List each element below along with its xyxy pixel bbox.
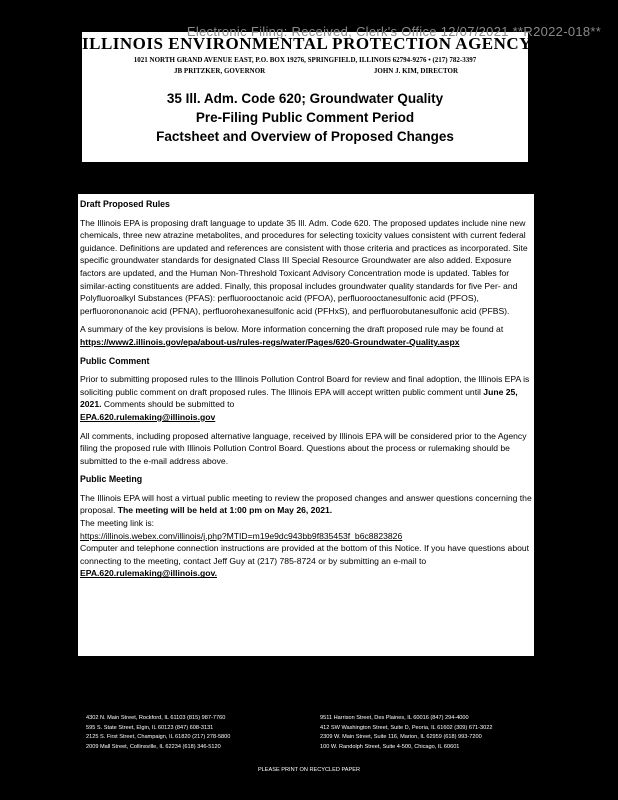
meeting-link[interactable]: https://illinois.webex.com/illinois/j.php?MTID=m19e9dc943bb9f835453f_b6c8823826: [80, 530, 403, 541]
section-heading-public-meeting: Public Meeting: [80, 474, 143, 485]
office-address: 412 SW Washington Street, Suite D, Peoria, IL 61602 (309) 671-3022: [320, 724, 493, 731]
comment-deadline: June 25, 2021.: [80, 386, 518, 410]
recycled-paper-note: PLEASE PRINT ON RECYCLED PAPER: [257, 767, 361, 773]
office-address: 100 W. Randolph Street, Suite 4-500, Chicago, IL 60601: [320, 743, 460, 750]
document-title: [82, 89, 528, 146]
section-heading-draft-rules: Draft Proposed Rules: [80, 199, 170, 209]
title-line-1: 35 Ill. Adm. Code 620; Groundwater Quality: [166, 91, 444, 106]
meeting-time: The meeting will be held at 1:00 pm on May 26, 2021.: [117, 505, 333, 516]
office-address: 4302 N. Main Street, Rockford, IL 61103 (815) 987-7760: [86, 715, 226, 721]
summary-paragraph: A summary of the key provisions is below. More information concerning the draft proposed rule may be found at https://www2.illinois.gov/epa/about-us/rules-regs/water/Pages/620-Groundwater-Quality.aspx: [80, 324, 504, 347]
office-address: 2309 W. Main Street, Suite 116, Marion, IL 62959 (618) 993-7200: [320, 734, 482, 741]
office-address: 595 S. State Street, Elgin, IL 60123 (847) 608-3131: [86, 724, 214, 731]
governor-name: JB PRITZKER, GOVERNOR: [174, 67, 266, 75]
letterhead: [82, 24, 602, 162]
comments-consideration-paragraph: All comments, including proposed alternative language, received by Illinois EPA will be considered prior to the Agency filing the proposed rule with Illinois Pollution Control Board. Questions about the process or rulemaking should be submitted to the e-mail address above.: [80, 430, 527, 466]
officials-row: [82, 64, 528, 75]
office-address: 2009 Mall Street, Collinsville, IL 62234 (618) 346-5120: [86, 743, 221, 750]
agency-address: 1021 NORTH GRAND AVENUE EAST, P.O. BOX 19276, SPRINGFIELD, ILLINOIS 62794-9276 • (217) 782-3397: [133, 56, 477, 64]
footer-left-column: [86, 714, 230, 752]
director-name: JOHN J. KIM, DIRECTOR: [373, 67, 458, 75]
filing-stamp: Electronic Filing: Received, Clerk's Office 12/07/2021 **R2022-018**: [186, 24, 602, 38]
comment-email-link[interactable]: EPA.620.rulemaking@illinois.gov: [80, 411, 216, 422]
public-meeting-paragraph: The Illinois EPA will host a virtual public meeting to review the proposed changes and answer questions concerning the proposal. The meeting will be held at 1:00 pm on May 26, 2021. The meeting link is: https://illinois.webex.com/illinois/j.php?MTID=m19e9dc943bb9f835453f_b6c8823826 Computer and telephone connection instructions are provided at the bottom of this Notice. If you have questions about connecting to the meeting, contact Jeff Guy at (217) 785-8724 or by submitting an e-mail to EPA.620.rulemaking@illinois.gov.: [80, 492, 532, 579]
office-address: 9511 Harrison Street, Des Plaines, IL 60016 (847) 294-4000: [320, 715, 469, 721]
title-line-3: Factsheet and Overview of Proposed Changes: [156, 129, 454, 144]
meeting-email-link[interactable]: EPA.620.rulemaking@illinois.gov.: [80, 568, 218, 579]
agency-name: ILLINOIS ENVIRONMENTAL PROTECTION AGENCY: [82, 34, 532, 53]
footer-right-column: [320, 714, 492, 752]
office-address: 2125 S. First Street, Champaign, IL 61820 (217) 278-5800: [86, 734, 231, 741]
draft-rules-paragraph: The Illinois EPA is proposing draft language to update 35 Ill. Adm. Code 620. The proposed updates include nine new chemicals, three new atrazine metabolites, and procedures for selecting toxicity values consistent with current federal guidance. Definitions are updated and references are consistent with those criteria and practices as incorporated. Site specific groundwater standards for designated Class III Special Resource Groundwater are also added. Exposure factors are updated, and the Human Non-Threshold Toxicant Advisory Concentration mode is updated. Tables for similar-acting constituents are added. Finally, this proposal includes groundwater quality standards for five Per- and Polyfluoroalkyl Substances (PFAS): perfluorooctanoic acid (PFOA), perfluorooctanesulfonic acid (PFOS), perfluorononanoic acid (PFNA), perfluorohexanesulfonic acid (PFHxS), and perfluorobutanesulfonic acid (PFBS).: [80, 217, 528, 316]
rules-info-link[interactable]: https://www2.illinois.gov/epa/about-us/rules-regs/water/Pages/620-Groundwater-Quality.aspx: [80, 336, 460, 347]
footer-offices: [86, 714, 532, 800]
meeting-link-label: The meeting link is:: [80, 518, 155, 529]
title-line-2: Pre-Filing Public Comment Period: [195, 110, 415, 125]
public-comment-paragraph: Prior to submitting proposed rules to the Illinois Pollution Control Board for review and final adoption, the Illinois EPA is soliciting public comment on draft proposed rules. The Illinois EPA will accept written public comment until June 25, 2021. Comments should be submitted to EPA.620.rulemaking@illinois.gov: [80, 374, 530, 422]
document-body: [78, 194, 534, 656]
section-heading-public-comment: Public Comment: [80, 355, 150, 366]
